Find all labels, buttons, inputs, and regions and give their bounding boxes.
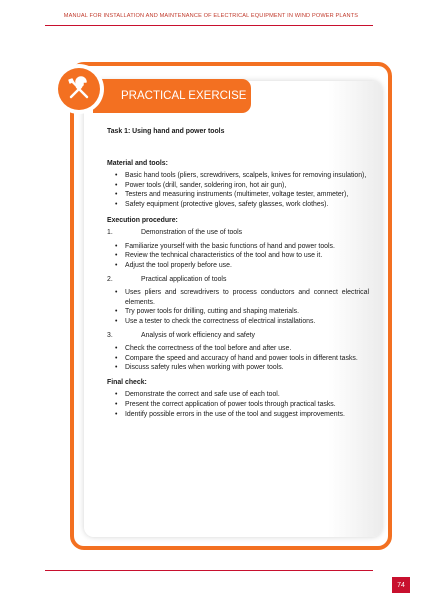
- step-title: Demonstration of the use of tools: [141, 229, 243, 237]
- step-list: [107, 344, 369, 373]
- list-item: • Familiarize yourself with the basic functions of hand and power tools.: [107, 242, 369, 252]
- header-divider: [45, 25, 373, 26]
- step-title: Analysis of work efficiency and safety: [141, 331, 256, 339]
- step-heading: [107, 331, 369, 341]
- list-item: • Identify possible errors in the use of the tool and suggest improvements.: [107, 410, 369, 420]
- list-item: • Demonstrate the correct and safe use of each tool.: [107, 390, 369, 400]
- list-item: • Discuss safety rules when working with power tools.: [107, 363, 369, 373]
- list-item: • Testers and measuring instruments (multimeter, voltage tester, ammeter),: [107, 190, 369, 200]
- step-number: 1.: [107, 229, 113, 237]
- step-list: [107, 288, 369, 326]
- list-item: • Compare the speed and accuracy of hand and power tools in different tasks.: [107, 354, 369, 364]
- list-item: • Basic hand tools (pliers, screwdrivers, scalpels, knives for removing insulation),: [107, 171, 369, 181]
- list-item: • Safety equipment (protective gloves, safety glasses, work clothes).: [107, 200, 369, 210]
- running-header: MANUAL FOR INSTALLATION AND MAINTENANCE OF ELECTRICAL EQUIPMENT IN WIND POWER PLANTS: [63, 13, 359, 19]
- list-item: • Check the correctness of the tool before and after use.: [107, 344, 369, 354]
- page-number: 74: [392, 577, 410, 593]
- list-item: • Uses pliers and screwdrivers to process conductors and connect electrical elements.: [107, 288, 369, 307]
- step-number: 2.: [107, 275, 113, 283]
- final-check-heading: Final check:: [107, 378, 147, 386]
- list-item: • Try power tools for drilling, cutting and shaping materials.: [107, 307, 369, 317]
- step-number: 3.: [107, 331, 113, 339]
- step-title: Practical application of tools: [141, 275, 227, 283]
- step-list: [107, 242, 369, 271]
- list-item: • Use a tester to check the correctness of electrical installations.: [107, 317, 369, 327]
- step-heading: [107, 228, 369, 238]
- materials-list: [107, 171, 369, 209]
- tools-icon-badge: [54, 64, 104, 114]
- section-banner: [93, 79, 251, 113]
- procedure-heading: Execution procedure:: [107, 216, 178, 224]
- wrench-screwdriver-icon: [65, 75, 93, 103]
- footer-divider: [45, 570, 373, 571]
- task-title: Task 1: Using hand and power tools: [107, 128, 225, 135]
- materials-heading: Material and tools:: [107, 159, 168, 167]
- final-check-list: [107, 390, 369, 419]
- list-item: • Power tools (drill, sander, soldering iron, hot air gun),: [107, 181, 369, 191]
- exercise-content: [107, 127, 369, 419]
- list-item: • Review the technical characteristics of the tool and how to use it.: [107, 251, 369, 261]
- step-heading: [107, 275, 369, 285]
- list-item: • Present the correct application of power tools through practical tasks.: [107, 400, 369, 410]
- tools-icon: [58, 68, 100, 110]
- list-item: • Adjust the tool properly before use.: [107, 261, 369, 271]
- banner-title: PRACTICAL EXERCISE: [121, 90, 247, 102]
